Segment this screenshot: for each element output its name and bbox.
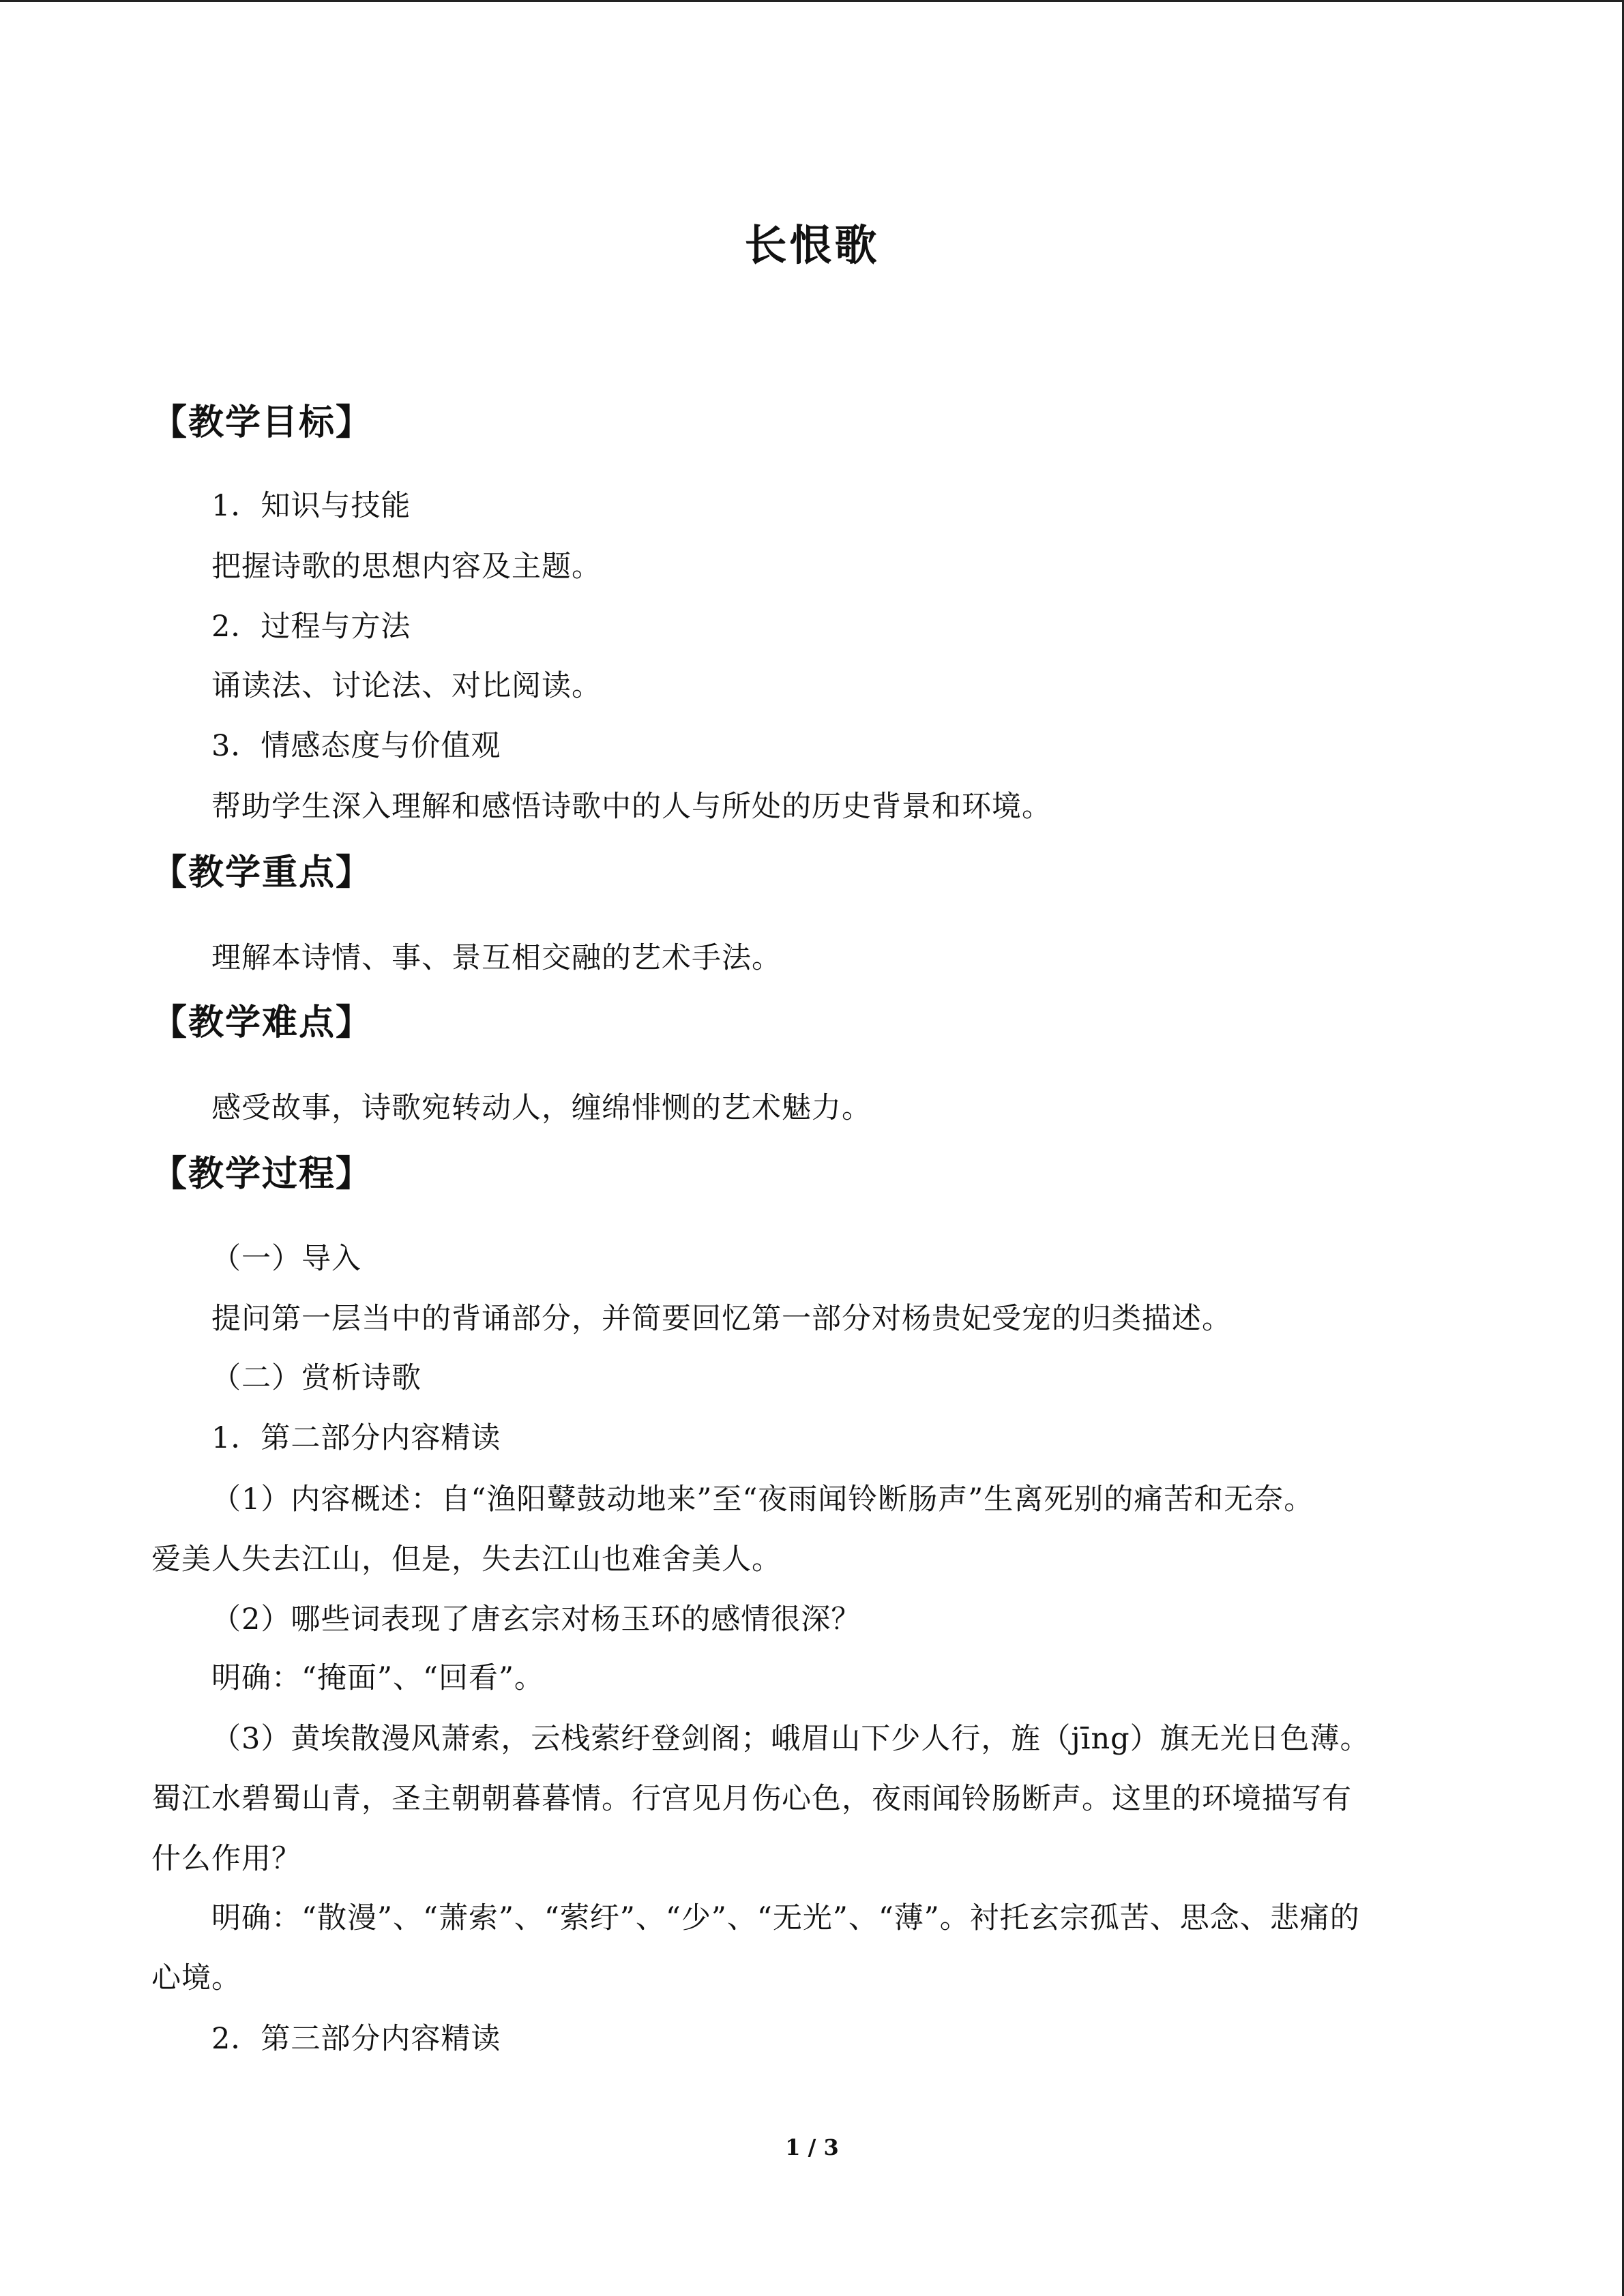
page-number: 1 / 3 bbox=[785, 2134, 839, 2160]
p1-line1: （1）内容概述：自“渔阳鼙鼓动地来”至“夜雨闻铃断肠声”生离死别的痛苦和无奈。 bbox=[211, 1482, 1314, 1517]
p2-answer: 明确：“掩面”、“回看”。 bbox=[211, 1661, 544, 1695]
goal2-text: 诵读法、讨论法、对比阅读。 bbox=[211, 669, 602, 703]
goal1-title: 1．知识与技能 bbox=[211, 489, 411, 523]
top-border bbox=[0, 0, 1624, 2]
key-heading: 【教学重点】 bbox=[151, 852, 373, 893]
page-title: 长恨歌 bbox=[744, 220, 880, 270]
goal1-text: 把握诗歌的思想内容及主题。 bbox=[211, 550, 602, 584]
intro-title: （一）导入 bbox=[211, 1242, 361, 1276]
process-heading: 【教学过程】 bbox=[151, 1154, 373, 1195]
p2-text: （2）哪些词表现了唐玄宗对杨玉环的感情很深？ bbox=[211, 1602, 861, 1637]
part2-title: 1．第二部分内容精读 bbox=[211, 1421, 501, 1455]
p3-answer-line2: 心境。 bbox=[151, 1961, 241, 1995]
intro-text: 提问第一层当中的背诵部分，并简要回忆第一部分对杨贵妃受宠的归类描述。 bbox=[211, 1302, 1232, 1336]
p1-line2: 爱美人失去江山，但是，失去江山也难舍美人。 bbox=[151, 1542, 782, 1577]
goal2-title: 2．过程与方法 bbox=[211, 610, 411, 644]
part3-title: 2．第三部分内容精读 bbox=[211, 2022, 501, 2056]
difficult-heading: 【教学难点】 bbox=[151, 1002, 373, 1043]
difficult-text: 感受故事，诗歌宛转动人，缠绵悱恻的艺术魅力。 bbox=[211, 1091, 872, 1125]
key-text: 理解本诗情、事、景互相交融的艺术手法。 bbox=[211, 941, 782, 975]
p3-line3: 什么作用？ bbox=[151, 1842, 301, 1876]
goal3-text: 帮助学生深入理解和感悟诗歌中的人与所处的历史背景和环境。 bbox=[211, 790, 1052, 824]
goals-heading: 【教学目标】 bbox=[151, 402, 373, 443]
p3-answer-line1: 明确：“散漫”、“萧索”、“萦纡”、“少”、“无光”、“薄”。衬托玄宗孤苦、思念、悲痛的 bbox=[211, 1901, 1360, 1935]
goal3-title: 3．情感态度与价值观 bbox=[211, 729, 501, 763]
p3-line2: 蜀江水碧蜀山青，圣主朝朝暮暮情。行宫见月伤心色，夜雨闻铃肠断声。这里的环境描写有 bbox=[151, 1782, 1352, 1816]
p3-line1: （3）黄埃散漫风萧索，云栈萦纡登剑阁；峨眉山下少人行，旌（jīng）旗无光日色薄。 bbox=[211, 1722, 1370, 1756]
appreciate-title: （二）赏析诗歌 bbox=[211, 1361, 422, 1395]
